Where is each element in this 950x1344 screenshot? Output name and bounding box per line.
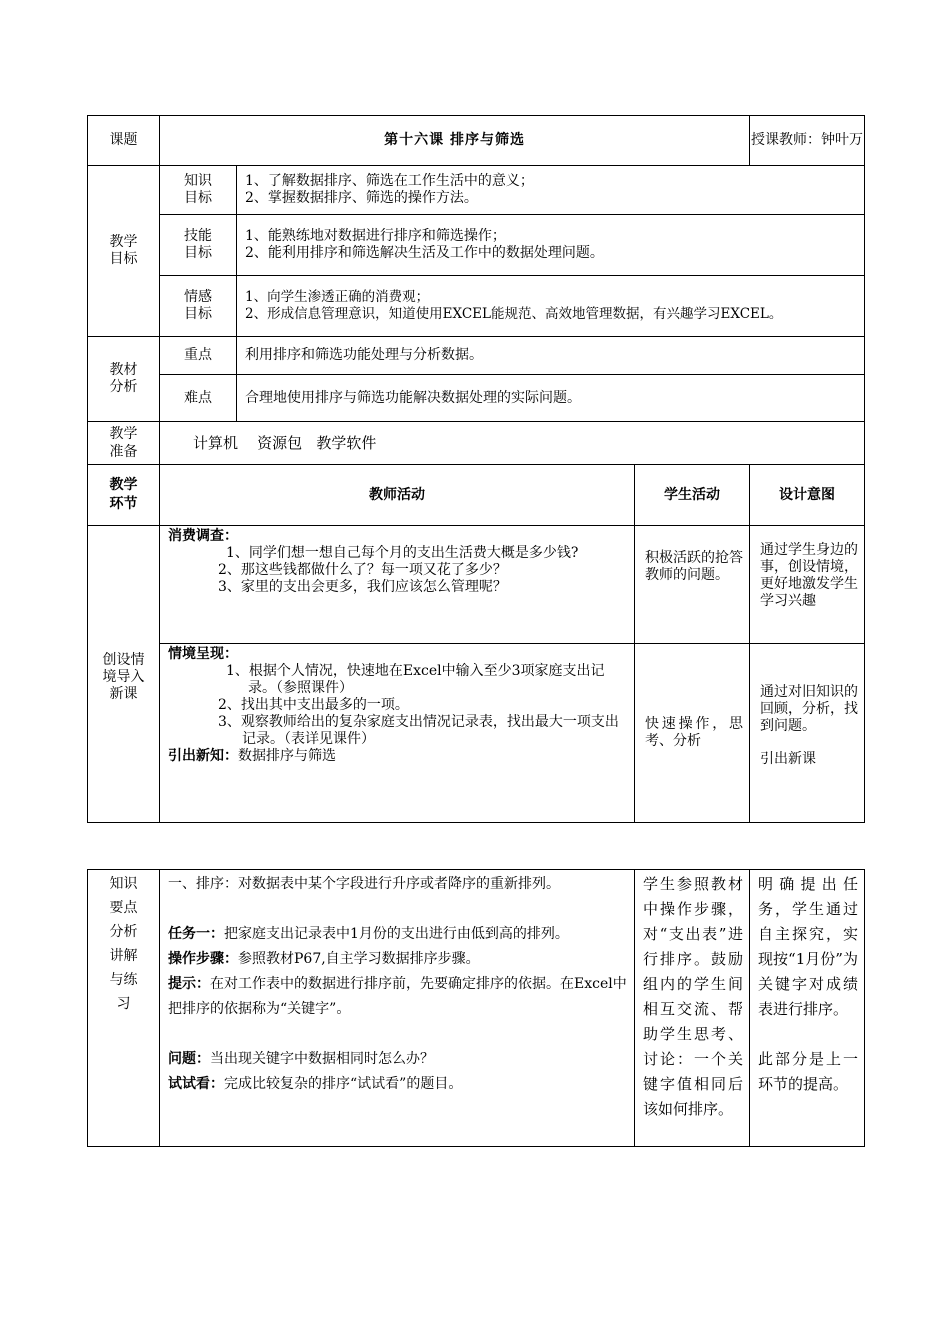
- knowledge-table: [87, 869, 865, 1147]
- scene-cell: [160, 644, 635, 823]
- survey-student-activity: 积极活跃的抢答教师的问题。: [635, 526, 750, 644]
- survey-item: 1、同学们想一想自己每个月的支出生活费大概是多少钱?: [226, 545, 579, 561]
- survey-item: 2、那这些钱都做什么了？每一项又花了多少？: [218, 562, 507, 578]
- lesson-plan-table: [87, 115, 865, 823]
- scene-item: 3、观察教师给出的复杂家庭支出情况记录表，找出最大一项支出记录。（表详见课件）: [218, 714, 619, 747]
- course-label: 课题: [88, 116, 160, 166]
- steps-line: 操作步骤：参照教材P67,自主学习数据排序步骤。: [168, 951, 480, 967]
- scene-title: 情境呈现：: [168, 646, 238, 662]
- objective-row-text: 1、能熟练地对数据进行排序和筛选操作； 2、能利用排序和筛选解决生活及工作中的数据处理问题。: [237, 215, 865, 276]
- question-line: 问题：当出现关键字中数据相同时怎么办？: [168, 1051, 434, 1067]
- survey-cell: [160, 526, 635, 644]
- try-line: 试试看：完成比较复杂的排序“试试看”的题目。: [168, 1076, 463, 1092]
- survey-item: 3、家里的支出会更多，我们应该怎么管理呢？: [218, 579, 507, 595]
- scene-student-activity: 快速操作，思考、分析: [635, 644, 750, 823]
- survey-title: 消费调查：: [168, 528, 238, 544]
- stage2-design-intent: 明确提出任务，学生通过自主探究，实现按“1月份”为关键字对成绩表进行排序。 此部分是上一环节的提高。: [750, 870, 865, 1147]
- objective-row-label: 技能目标: [160, 215, 237, 276]
- stage2-student-activity: 学生参照教材中操作步骤，对“支出表”进行排序。鼓励组内的学生间相互交流、帮助学生思考、讨论：一个关键字值相同后该如何排序。: [635, 870, 750, 1147]
- intro-line: 引出新知：数据排序与筛选: [168, 748, 336, 764]
- scene-design-intent: 通过对旧知识的回顾，分析，找到问题。 引出新课: [750, 644, 865, 823]
- col-teacher-header: 教师活动: [160, 465, 635, 526]
- scene-item: 1、根据个人情况，快速地在Excel中输入至少3项家庭支出记录。（参照课件）: [226, 663, 605, 696]
- objective-row-label: 情感目标: [160, 276, 237, 337]
- key-point-label: 重点: [160, 337, 237, 375]
- task-line: 任务一：把家庭支出记录表中1月份的支出进行由低到高的排列。: [168, 926, 569, 942]
- key-point-text: 利用排序和筛选功能处理与分析数据。: [237, 337, 865, 375]
- teacher-name: 授课教师：钟叶万: [750, 116, 865, 166]
- lesson-title: 第十六课 排序与筛选: [160, 116, 750, 166]
- sort-definition: 一、排序：对数据表中某个字段进行升序或者降序的重新排列。: [168, 876, 560, 892]
- stage2-label: 知识要点分析讲解与练习: [88, 870, 160, 1147]
- prep-label: 教学准备: [88, 422, 160, 465]
- prep-text: 计算机 资源包 教学软件: [160, 422, 865, 465]
- col-design-header: 设计意图: [750, 465, 865, 526]
- scene-item: 2、找出其中支出最多的一项。: [218, 697, 409, 713]
- knowledge-content: [160, 870, 635, 1147]
- objective-row-text: 1、了解数据排序、筛选在工作生活中的意义； 2、掌握数据排序、筛选的操作方法。: [237, 166, 865, 215]
- analysis-label: 教材分析: [88, 337, 160, 422]
- objectives-label: 教学目标: [88, 166, 160, 337]
- col-student-header: 学生活动: [635, 465, 750, 526]
- difficulty-text: 合理地使用排序与筛选功能解决数据处理的实际问题。: [237, 375, 865, 422]
- tip-line: 提示：在对工作表中的数据进行排序前，先要确定排序的依据。在Excel中把排序的依据称为“关键字”。: [168, 976, 627, 1017]
- difficulty-label: 难点: [160, 375, 237, 422]
- objective-row-text: 1、向学生渗透正确的消费观； 2、形成信息管理意识，知道使用EXCEL能规范、高效地管理数据，有兴趣学习EXCEL。: [237, 276, 865, 337]
- survey-design-intent: 通过学生身边的事，创设情境，更好地激发学生学习兴趣: [750, 526, 865, 644]
- objective-row-label: 知识目标: [160, 166, 237, 215]
- col-stage-header: 教学环节: [88, 465, 160, 526]
- stage1-label: 创设情境导入新课: [88, 526, 160, 823]
